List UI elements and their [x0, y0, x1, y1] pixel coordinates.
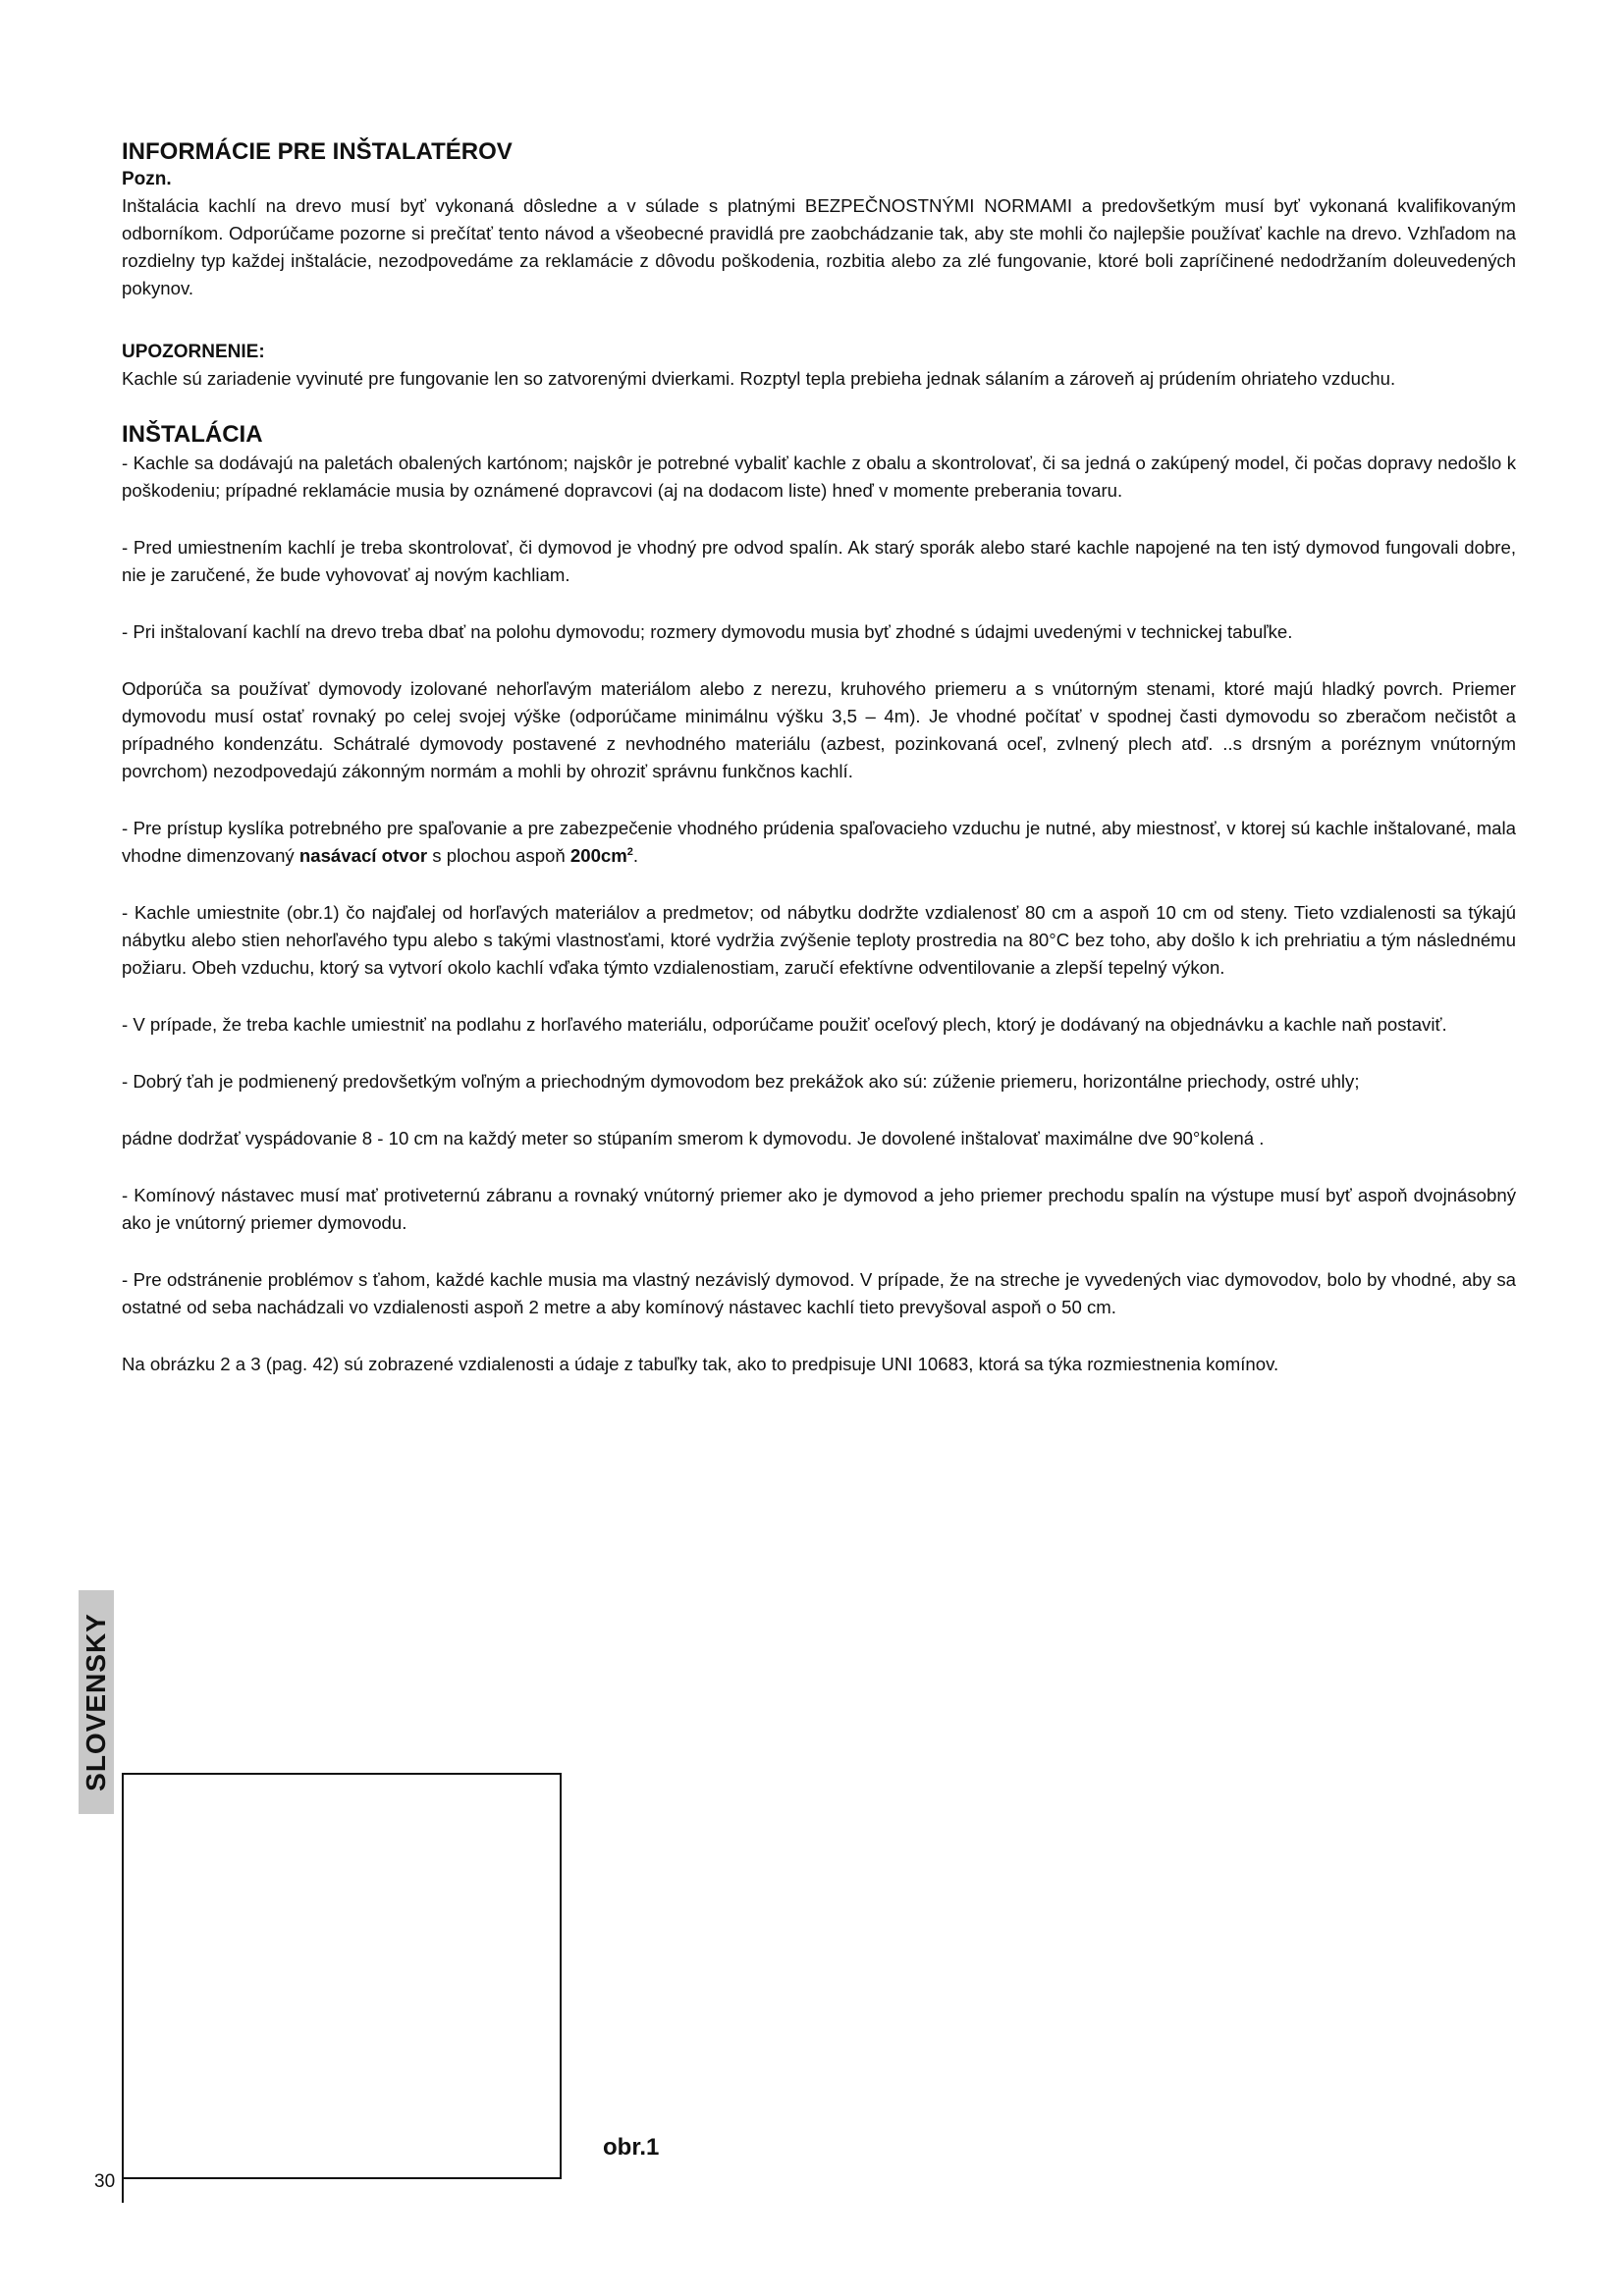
p5-area-superscript: 2 [626, 845, 633, 858]
note-label: Pozn. [122, 169, 172, 189]
installation-paragraph-7: - V prípade, že treba kachle umiestniť na podlahu z horľavého materiálu, odporúčame použiť oceľový plech, ktorý je dodávaný na objednávku a kachle naň postaviť. [122, 1014, 1447, 1035]
installation-paragraph-3: - Pri inštalovaní kachlí na drevo treba dbať na polohu dymovodu; rozmery dymovodu musia byť zhodné s údajmi uvedenými v technickej tabuľke. [122, 621, 1293, 642]
installation-paragraph-10: - Komínový nástavec musí mať protiveternú zábranu a rovnaký vnútorný priemer ako je dymovod a jeho priemer prechodu spalín na výstupe musí byť aspoň dvojnásobný ako je vnútorný priemer dymovodu. [122, 1185, 1516, 1233]
p5-bold-intake: nasávací otvor [298, 845, 428, 866]
page-divider [122, 2177, 124, 2203]
figure-caption: obr.1 [603, 2134, 660, 2161]
installation-paragraph-12: Na obrázku 2 a 3 (pag. 42) sú zobrazené vzdialenosti a údaje z tabuľky tak, ako to predpisuje UNI 10683, ktorá sa týka rozmiestnenia komínov. [122, 1354, 1279, 1374]
p5-text-start: - Pre prístup kyslíka potrebného pre spaľovanie a pre zabezpečenie vhodného prúdenia spaľovacieho vzduchu je nutné, aby miestnosť, v ktorej sú kachle inštalované, mala vhodne dimenzovaný [122, 818, 1516, 866]
installation-paragraph-2: - Pred umiestnením kachlí je treba skontrolovať, či dymovod je vhodný pre odvod spalín. Ak starý sporák alebo staré kachle napojené na ten istý dymovod fungovali dobre, nie je zaručené, že bude vyhovovať aj novým kachliam. [122, 537, 1516, 585]
note-paragraph: Inštalácia kachlí na drevo musí byť vykonaná dôsledne a v súlade s platnými BEZPEČNOSTNÝMI NORMAMI a predovšetkým musí byť vykonaná kvalifikovaným odborníkom. Odporúčame pozorne si prečítať tento návod a všeobecné pravidlá pre zaobchádzanie tak, aby ste mohli čo najlepšie používať kachle na drevo. Vzhľadom na rozdielny typ každej inštalácie, nezodpovedáme za reklamácie z dôvodu poškodenia, rozbitia alebo za zlé fungovanie, ktoré boli zapríčinené nedodržaním doleuvedených pokynov. [122, 195, 1516, 298]
installation-paragraph-1: - Kachle sa dodávajú na paletách obalených kartónom; najskôr je potrebné vybaliť kachle z obalu a skontrolovať, či sa jedná o zakúpený model, či počas dopravy nedošlo k poškodeniu; prípadné reklamácie musia by oznámené dopravcovi (aj na dodacom liste) hneď v momente preberania tovaru. [122, 453, 1516, 501]
installation-paragraph-5 [122, 815, 1516, 870]
installation-paragraph-9: pádne dodržať vyspádovanie 8 - 10 cm na každý meter so stúpaním smerom k dymovodu. Je dovolené inštalovať maximálne dve 90°kolená . [122, 1128, 1265, 1148]
installation-paragraph-4: Odporúča sa používať dymovody izolované nehorľavým materiálom alebo z nerezu, kruhového priemeru a s vnútorným stenami, ktoré majú hladký povrch. Priemer dymovodu musí ostať rovnaký po celej svojej výške (odporúčame minimálnu výšku 3,5 – 4m). Je vhodné počítať v spodnej časti dymovodu so zberačom nečistôt a prípadného kondenzátu. Schátralé dymovody postavené z nevhodného materiálu (azbest, pozinkovaná oceľ, zvlnený plech atď. ..s drsným a poréznym vnútorným povrchom) nezodpovedajú zákonným normám a mohli by ohroziť správnu funkčnos kachlí. [122, 678, 1516, 781]
p5-area-value: 200cm [569, 845, 627, 866]
section-title-installers: INFORMÁCIE PRE INŠTALATÉROV [122, 138, 513, 165]
document-body [122, 137, 1516, 1378]
page-number: 30 [94, 2171, 116, 2192]
p5-bold-area [570, 845, 633, 866]
installation-title: INŠTALÁCIA [122, 421, 263, 448]
p5-text-end: . [632, 845, 639, 866]
installation-paragraph-6: - Kachle umiestnite (obr.1) čo najďalej od horľavých materiálov a predmetov; od nábytku dodržte vzdialenosť 80 cm a aspoň 10 cm od steny. Tieto vzdialenosti sa týkajú nábytku alebo stien nehorľavého typu alebo s takými vlastnosťami, ktoré vydržia zvýšenie teploty prostredia na 80°C bez toho, aby došlo k ich prehriatiu a tým následnému požiaru. Obeh vzduchu, ktorý sa vytvorí okolo kachlí vďaka týmto vzdialenostiam, zaručí efektívne odventilovanie a zlepší tepelný výkon. [122, 902, 1516, 978]
language-tab [79, 1590, 114, 1814]
p5-text-mid: s plochou aspoň [427, 845, 570, 866]
warning-paragraph: Kachle sú zariadenie vyvinuté pre fungovanie len so zatvorenými dvierkami. Rozptyl tepla prebieha jednak sálaním a zároveň aj prúdením ohriateho vzduchu. [122, 368, 1396, 389]
warning-title: UPOZORNENIE: [122, 342, 265, 362]
figure-placeholder [122, 1773, 562, 2179]
language-tab-label: SLOVENSKY [81, 1613, 112, 1791]
installation-paragraph-8: - Dobrý ťah je podmienený predovšetkým voľným a priechodným dymovodom bez prekážok ako sú: zúženie priemeru, horizontálne priechody, ostré uhly; [122, 1071, 1360, 1092]
installation-paragraph-11: - Pre odstránenie problémov s ťahom, každé kachle musia ma vlastný nezávislý dymovod. V prípade, že na streche je vyvedených viac dymovodov, bolo by vhodné, aby sa ostatné od seba nachádzali vo vzdialenosti aspoň 2 metre a aby komínový nástavec kachlí tieto prevyšoval aspoň o 50 cm. [122, 1269, 1516, 1317]
